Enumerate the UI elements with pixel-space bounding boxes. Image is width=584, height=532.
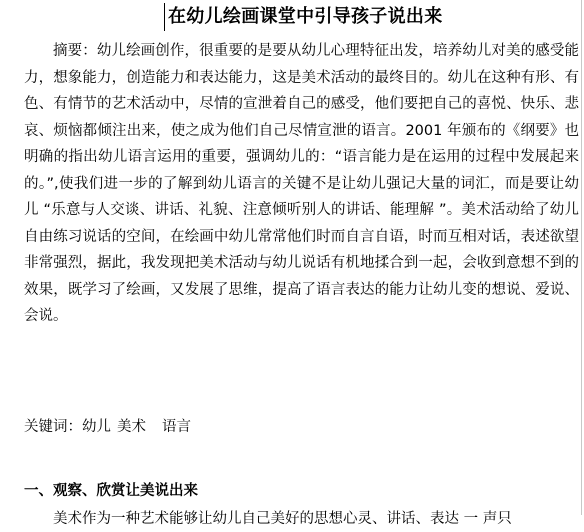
paragraph-partial: 美术作为一种艺术能够让幼儿自己美好的思想心灵、讲话、表达 一 声只 xyxy=(53,511,512,527)
text-cursor xyxy=(164,3,165,31)
page-edge-line xyxy=(581,0,582,515)
keyword-item: 幼儿 xyxy=(82,419,111,435)
keyword-item: 美术 xyxy=(117,419,146,435)
abstract-paragraph: 摘要：幼儿绘画创作，很重要的是要从幼儿心理特征出发，培养幼儿对美的感受能力，想象能力，创造能力和表达能力，这是美术活动的最终目的。幼儿在这种有形、有色、有情节的艺术活动中，尽情的宣泄着自己的感受，他们要把自己的喜悦、快乐、悲哀、烦恼都倾注出来，使之成为他们自己尽情宣泄的语言。2001 年颁布的《纲要》也明确的指出幼儿语言运用的重要，强调幼儿的：“语言能力是在运用的过程中发展起来的。”,使我们进一步的了解到幼儿语言的关键不是让幼儿强记大量的词汇，而是要让幼儿 “乐意与人交谈、讲话、礼貌、注意倾听别人的讲话、能理解 ”。美术活动给了幼儿自由练习说话的空间，在绘画中幼儿常常他们时而自言自语，时而互相对话，表述欲望非常强烈，据此，我发现把美术活动与幼儿说话有机地揉合到一起，会收到意想不到的效果，既学习了绘画，又发展了思维，提高了语言表达的能力让幼儿变的想说、爱说、会说。 xyxy=(24,43,579,324)
document-title: 在幼儿绘画课堂中引导孩子说出来 xyxy=(168,6,443,27)
keywords-line xyxy=(24,414,197,440)
keywords-label: 关键词： xyxy=(24,419,82,435)
keyword-item: 语言 xyxy=(162,419,191,435)
section-heading: 一、观察、欣赏让美说出来 xyxy=(24,483,198,499)
